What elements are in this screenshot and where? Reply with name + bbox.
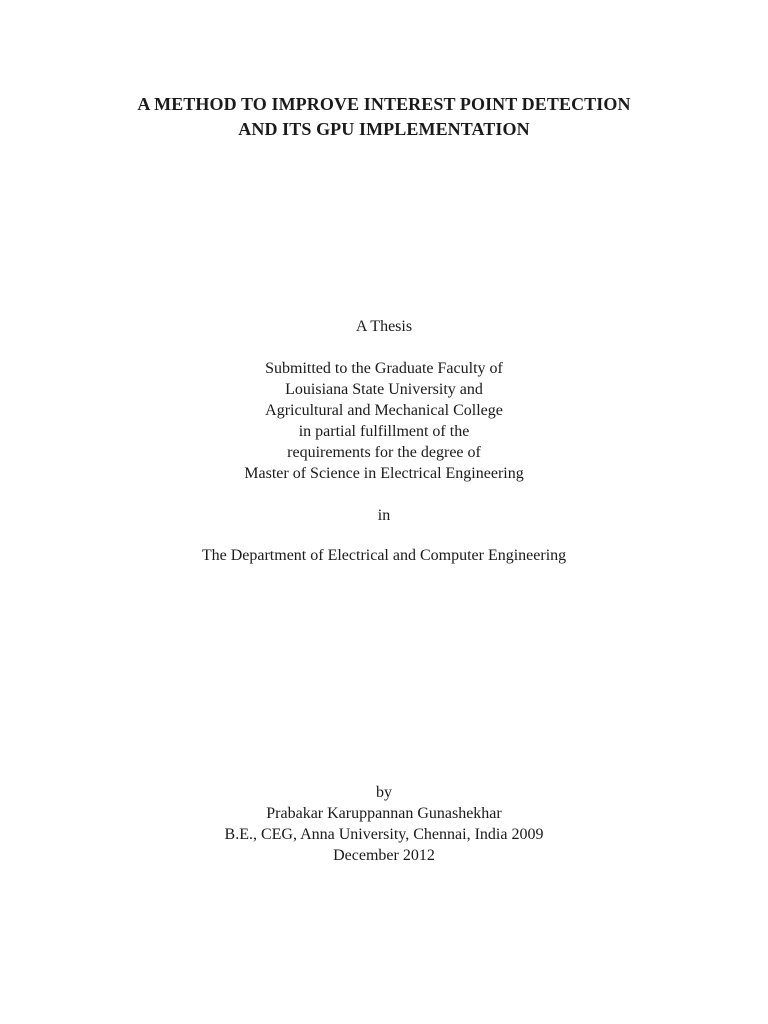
submission-line-1: Submitted to the Graduate Faculty of [265,360,503,377]
submission-line-4: in partial fulfillment of the [298,423,470,440]
in-word: in [377,507,391,524]
author-name: Prabakar Karuppannan Gunashekhar [266,805,502,822]
submission-date: December 2012 [333,847,435,864]
by-word: by [376,784,392,801]
degree-name: Master of Science in Electrical Engineering [244,465,524,482]
document-type: A Thesis [355,318,413,335]
submission-line-2: Louisiana State University and [285,381,483,398]
thesis-title-line-1: A METHOD TO IMPROVE INTEREST POINT DETECTION [137,94,631,114]
submission-line-3: Agricultural and Mechanical College [265,402,503,419]
department-name: The Department of Electrical and Computer Engineering [201,547,567,564]
author-prior-degree: B.E., CEG, Anna University, Chennai, India 2009 [224,826,544,843]
thesis-title-line-2: AND ITS GPU IMPLEMENTATION [238,119,530,139]
submission-line-5: requirements for the degree of [287,444,481,461]
